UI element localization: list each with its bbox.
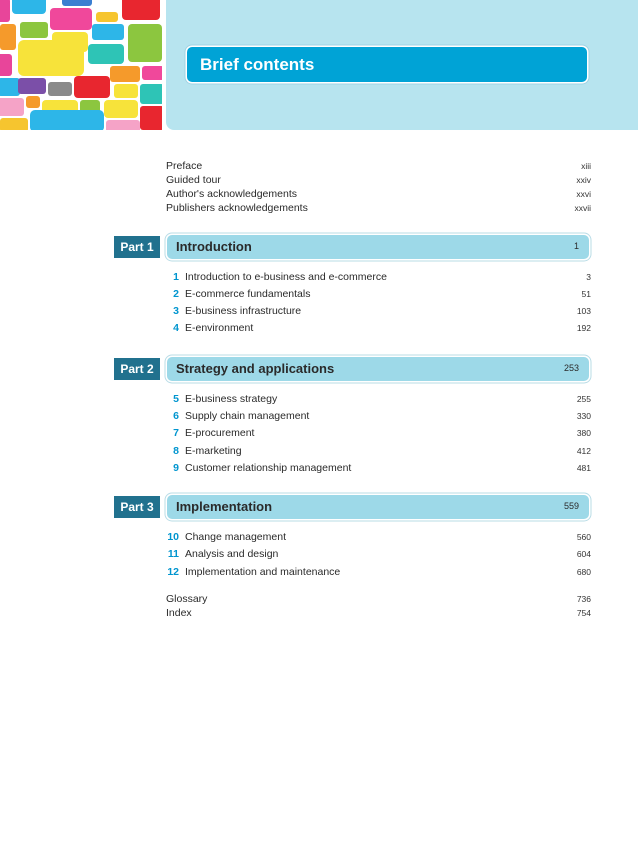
part-heading: [167, 495, 589, 519]
chapter-row: [166, 566, 591, 580]
chapter-number: 8: [173, 445, 179, 457]
entry-page: xxiv: [576, 175, 591, 185]
entry-label: Author's acknowledgements: [166, 188, 297, 200]
entry-page: 736: [576, 594, 591, 604]
chapter-title: E-procurement: [185, 427, 255, 439]
title-banner: [187, 47, 587, 82]
chapter-row: [166, 548, 591, 562]
chapter-row: [166, 410, 591, 424]
part-label: Part 1: [114, 236, 160, 258]
part-page: 1: [573, 241, 579, 251]
chapter-number: 1: [173, 271, 179, 283]
chapter-page: 412: [576, 446, 591, 456]
back-matter-row: [166, 607, 591, 621]
chapter-title: Supply chain management: [185, 410, 310, 422]
chapter-number: 10: [167, 531, 179, 543]
part-title: Introduction: [176, 239, 252, 254]
entry-page: xiii: [581, 161, 591, 171]
chapter-page: 51: [581, 289, 591, 299]
chapter-number: 2: [173, 288, 179, 300]
front-matter-row: [166, 160, 591, 174]
chapter-number: 3: [173, 305, 179, 317]
chapter-row: [166, 288, 591, 302]
part-label: Part 2: [114, 358, 160, 380]
chapter-page: 255: [576, 394, 591, 404]
chapter-title: Introduction to e-business and e-commerce: [185, 271, 387, 283]
chapter-number: 4: [173, 322, 179, 334]
part-heading: [167, 357, 589, 381]
chapter-number: 12: [167, 566, 179, 578]
front-matter-row: [166, 188, 591, 202]
part-page: 559: [563, 501, 579, 511]
part-page: 253: [563, 363, 579, 373]
chapter-page: 680: [576, 567, 591, 577]
entry-page: 754: [576, 608, 591, 618]
entry-label: Glossary: [166, 593, 208, 605]
front-matter-row: [166, 174, 591, 188]
chapter-title: E-commerce fundamentals: [185, 288, 311, 300]
chapter-row: [166, 462, 591, 476]
chapter-page: 330: [576, 411, 591, 421]
entry-label: Index: [166, 607, 192, 619]
entry-label: Preface: [166, 160, 203, 172]
entry-label: Publishers acknowledgements: [166, 202, 308, 214]
chapter-page: 380: [576, 428, 591, 438]
chapter-title: E-business infrastructure: [185, 305, 302, 317]
chapter-row: [166, 531, 591, 545]
chapter-title: E-environment: [185, 322, 254, 334]
chapter-title: Implementation and maintenance: [185, 566, 341, 578]
chapter-row: [166, 393, 591, 407]
chapter-number: 5: [173, 393, 179, 405]
part-heading: [167, 235, 589, 259]
chapter-number: 9: [173, 462, 179, 474]
entry-label: Guided tour: [166, 174, 221, 186]
chapter-page: 3: [586, 272, 591, 282]
chapter-row: [166, 322, 591, 336]
chapter-number: 7: [173, 427, 179, 439]
speech-bubbles-illustration: [0, 0, 162, 130]
chapter-number: 11: [167, 548, 179, 560]
chapter-title: Customer relationship management: [185, 462, 352, 474]
part-title: Implementation: [176, 499, 273, 514]
chapter-row: [166, 305, 591, 319]
chapter-row: [166, 271, 591, 285]
page-title: Brief contents: [200, 55, 315, 74]
chapter-row: [166, 427, 591, 441]
part-label: Part 3: [114, 496, 160, 518]
chapter-page: 103: [576, 306, 591, 316]
chapter-page: 192: [576, 323, 591, 333]
chapter-page: 481: [576, 463, 591, 473]
part-title: Strategy and applications: [176, 361, 335, 376]
back-matter-row: [166, 593, 591, 607]
chapter-title: Analysis and design: [185, 548, 279, 560]
chapter-page: 560: [576, 532, 591, 542]
chapter-title: E-business strategy: [185, 393, 278, 405]
front-matter-row: [166, 202, 591, 216]
chapter-page: 604: [576, 549, 591, 559]
chapter-title: Change management: [185, 531, 286, 543]
chapter-number: 6: [173, 410, 179, 422]
chapter-title: E-marketing: [185, 445, 242, 457]
entry-page: xxvii: [574, 203, 591, 213]
entry-page: xxvi: [576, 189, 591, 199]
chapter-row: [166, 445, 591, 459]
